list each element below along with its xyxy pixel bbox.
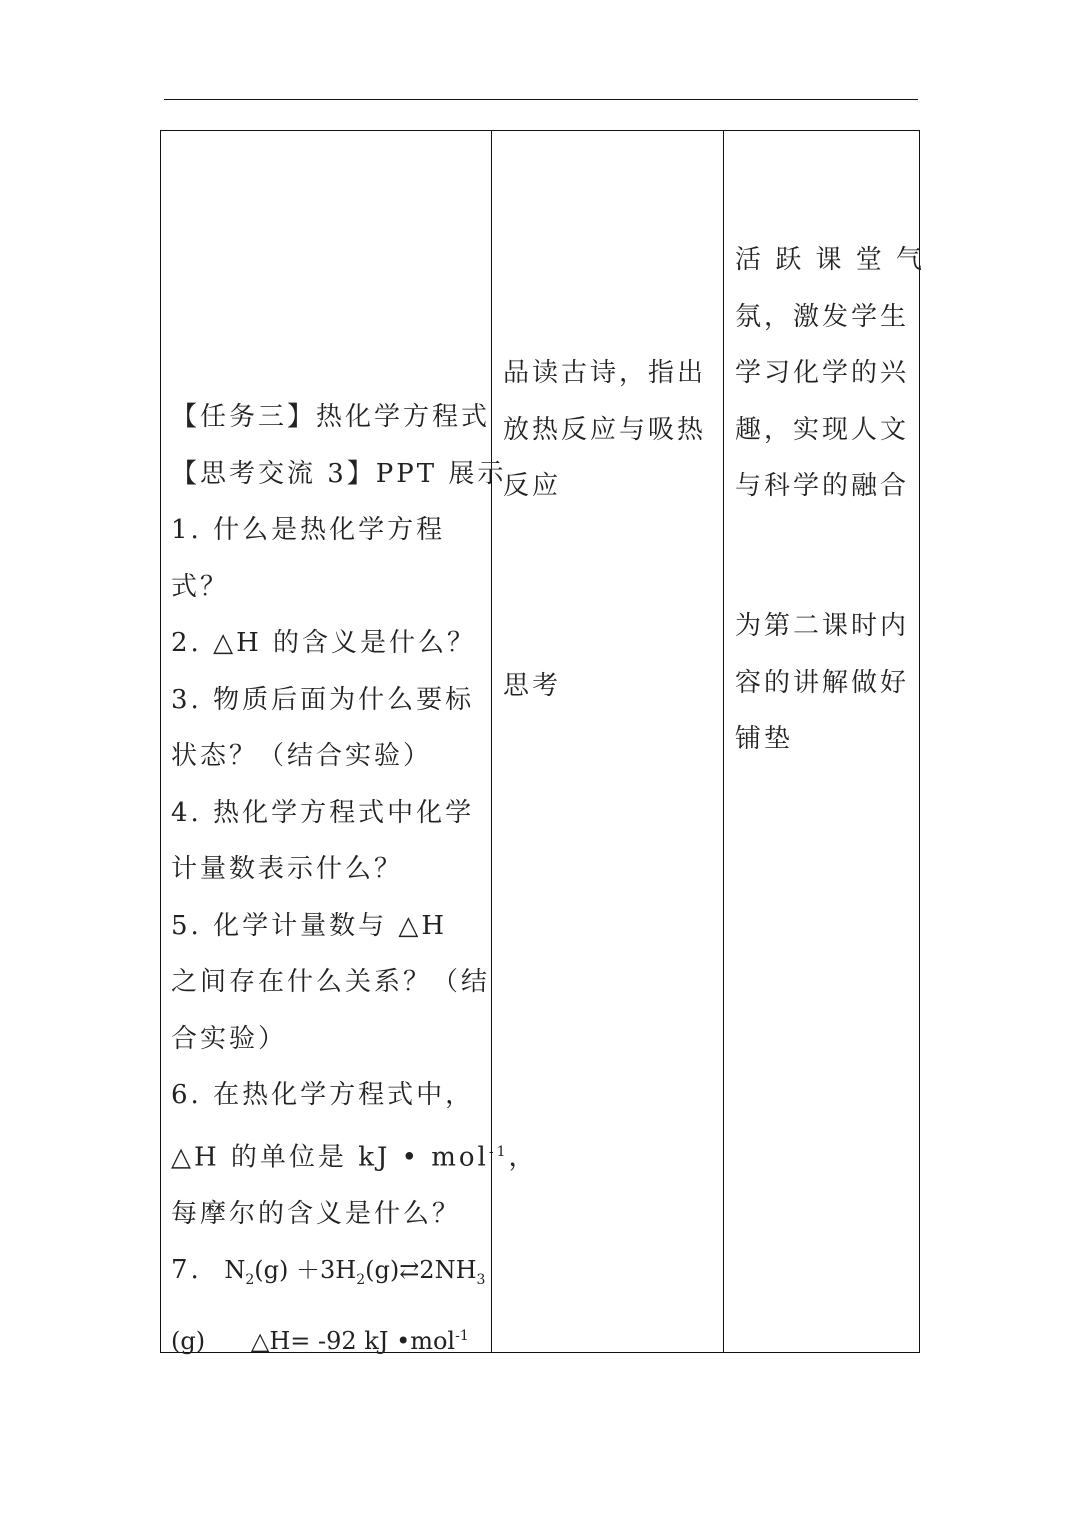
student-activity-line: 品读古诗，指出 — [503, 358, 707, 388]
student-activity-cell — [503, 658, 561, 715]
question-line: 计量数表示什么？ — [171, 854, 404, 884]
question-line: 4. 热化学方程式中化学 — [171, 797, 475, 828]
question-line: 3. 物质后面为什么要标 — [171, 684, 475, 715]
design-intent-line: 学习化学的兴 — [735, 358, 910, 388]
lesson-table — [160, 130, 926, 1356]
question-line: 每摩尔的含义是什么？ — [171, 1198, 462, 1229]
discussion-title: 【思考交流 3】PPT 展示 — [171, 458, 507, 489]
design-intent-line: 为第二课时内 — [735, 611, 910, 641]
student-activity-line: 反应 — [503, 471, 562, 501]
design-intent-line: 氛，激发学生 — [735, 301, 910, 332]
column-divider — [723, 131, 724, 1352]
unit-exponent: -1 — [488, 1143, 509, 1160]
design-intent-line: 趣，实现人文 — [735, 414, 910, 445]
question-line: 5. 化学计量数与 △H — [171, 910, 448, 941]
equation-line: (g) △H= -92 kJ •mol$^{-1}$ — [171, 1327, 469, 1356]
question-line: 合实验） — [171, 1023, 288, 1054]
student-activity-cell — [503, 345, 706, 515]
design-intent-line: 铺垫 — [735, 724, 794, 754]
header-rule — [164, 99, 918, 100]
question-line: 式？ — [171, 571, 230, 602]
student-activity-line: 放热反应与吸热 — [503, 414, 707, 445]
equation-line: 7. $N_2(g)$ $+3H_2(g)⇄2NH_3$ — [171, 1255, 486, 1288]
design-intent-line: 活 跃 课 堂 气 — [735, 245, 926, 275]
task-title: 【任务三】热化学方程式 — [171, 402, 491, 432]
question-line-unit: △H 的单位是 kJ • mol$^{-1}$， — [171, 1142, 538, 1173]
design-intent-cell — [735, 598, 909, 768]
question-line: 1. 什么是热化学方程 — [171, 515, 446, 545]
question-line: 6. 在热化学方程式中， — [171, 1080, 475, 1110]
question-line: 状态？（结合实验） — [171, 741, 433, 771]
question-line: 2. △H 的含义是什么？ — [171, 628, 477, 658]
design-intent-line: 容的讲解做好 — [735, 667, 910, 698]
student-activity-line: 思考 — [503, 671, 562, 701]
design-intent-cell — [735, 232, 925, 515]
design-intent-line: 与科学的融合 — [735, 471, 910, 501]
teacher-activity-cell — [171, 389, 538, 1370]
question-line: 之间存在什么关系？（结 — [171, 967, 491, 997]
